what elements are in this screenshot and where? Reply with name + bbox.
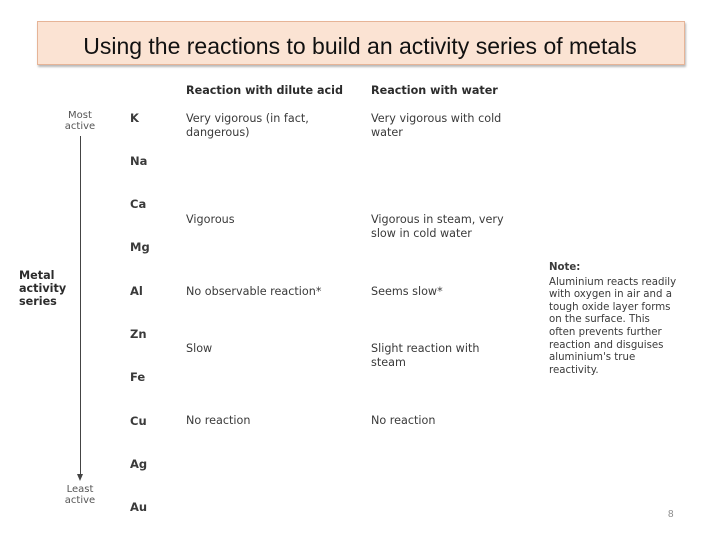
metal-fe: Fe <box>130 370 146 384</box>
aluminium-note <box>549 262 677 377</box>
metal-al: Al <box>130 284 143 298</box>
water-cell-ca-mg: Vigorous in steam, very slow in cold water <box>371 213 504 240</box>
acid-cell-al: No observable reaction* <box>186 285 322 298</box>
metal-au: Au <box>130 500 148 514</box>
metal-cu: Cu <box>130 414 147 428</box>
most-active-label: Most active <box>64 110 96 132</box>
acid-cell-ca-mg: Vigorous <box>186 213 235 226</box>
metal-mg: Mg <box>130 240 150 254</box>
water-cell-cu: No reaction <box>371 414 436 427</box>
water-cell-zn-fe: Slight reaction with steam <box>371 342 480 369</box>
metal-ag: Ag <box>130 457 148 471</box>
header-dilute-acid: Reaction with dilute acid <box>186 84 343 97</box>
note-text: Aluminium reacts readily with oxygen in air and a tough oxide layer forms on the surface. This often prevents further reaction and disguises aluminium's true reactivity. <box>549 276 677 376</box>
least-active-label: Least active <box>64 484 96 506</box>
acid-cell-cu: No reaction <box>186 414 251 427</box>
water-cell-al: Seems slow* <box>371 285 443 298</box>
metal-zn: Zn <box>130 327 147 341</box>
header-water: Reaction with water <box>371 84 498 97</box>
water-cell-k: Very vigorous with cold water <box>371 112 502 139</box>
page-number: 8 <box>668 509 674 520</box>
metal-k: K <box>130 111 139 125</box>
metal-activity-series-label: Metal activity series <box>19 269 67 308</box>
metal-na: Na <box>130 154 148 168</box>
slide-title: Using the reactions to build an activity series of metals <box>83 33 637 59</box>
arrow-down-icon <box>77 474 83 481</box>
activity-axis-line <box>80 136 81 476</box>
note-heading: Note: <box>549 262 581 273</box>
metal-ca: Ca <box>130 197 147 211</box>
acid-cell-k: Very vigorous (in fact, dangerous) <box>186 112 309 139</box>
acid-cell-zn-fe: Slow <box>186 342 213 355</box>
